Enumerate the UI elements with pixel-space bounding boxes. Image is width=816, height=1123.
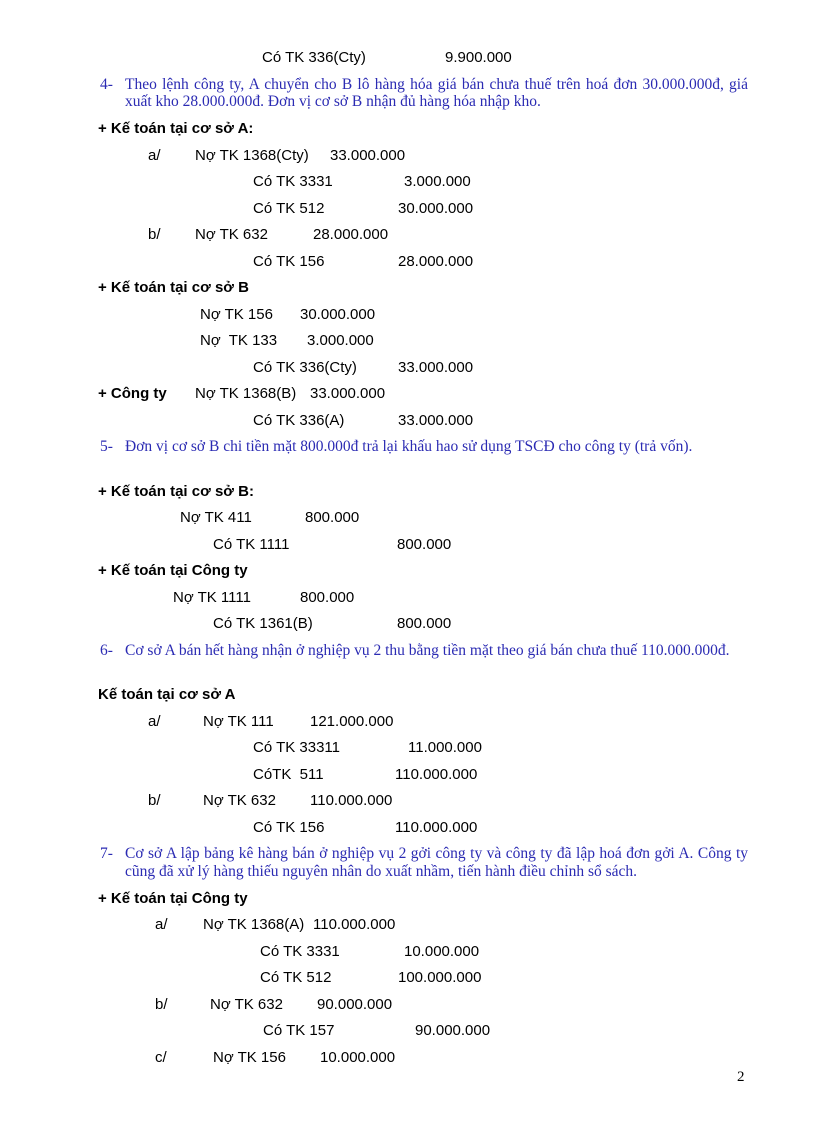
- amount: 110.000.000: [313, 916, 396, 933]
- journal-entry-line: [0, 792, 816, 809]
- section-heading: + Kế toán tại cơ sở B: [98, 279, 249, 296]
- journal-entry-line: [0, 253, 816, 270]
- journal-entry-line: [0, 385, 816, 402]
- amount: 110.000.000: [395, 765, 478, 783]
- debit-account: Nợ TK 411: [180, 509, 252, 526]
- credit-account: Có TK 512: [253, 199, 325, 217]
- amount: 30.000.000: [398, 199, 474, 217]
- journal-entry-line: [0, 147, 816, 164]
- amount: 3.000.000: [307, 332, 374, 349]
- section-heading: Kế toán tại cơ sở A: [98, 686, 236, 703]
- item-number: 4-: [100, 75, 113, 93]
- credit-account: Có TK 157: [263, 1022, 335, 1039]
- credit-account: Có TK 3331: [260, 942, 340, 960]
- item-text: Cơ sở A bán hết hàng nhận ở nghiệp vụ 2 thu bằng tiền mặt theo giá bán chưa thuế 110.000.000đ.: [125, 641, 730, 659]
- amount: 9.900.000: [445, 49, 512, 66]
- journal-entry-line: [0, 1049, 816, 1066]
- amount: 800.000: [305, 509, 360, 526]
- item-number: 5-: [100, 438, 113, 455]
- numbered-item: [100, 76, 748, 111]
- amount: 800.000: [397, 535, 452, 553]
- amount: 110.000.000: [395, 818, 478, 836]
- item-number: 7-: [100, 845, 113, 862]
- amount: 10.000.000: [320, 1048, 396, 1066]
- journal-entry-line: [0, 589, 816, 606]
- journal-entry-line: [0, 819, 816, 836]
- credit-account: Có TK 336(A): [253, 411, 345, 429]
- debit-account: Nợ TK 133: [200, 332, 278, 349]
- document-body: [0, 49, 816, 1066]
- credit-account: Có TK 336(Cty): [253, 358, 357, 376]
- journal-entry-line: [0, 49, 816, 66]
- amount: 33.000.000: [330, 146, 406, 164]
- section-heading: + Kế toán tại Công ty: [98, 562, 248, 579]
- journal-entry-line: [0, 509, 816, 526]
- journal-entry-line: [0, 615, 816, 632]
- entry-letter: a/: [148, 146, 161, 164]
- entry-letter: c/: [155, 1048, 167, 1066]
- entry-letter: a/: [155, 916, 168, 933]
- debit-account: Nợ TK 632: [210, 995, 283, 1013]
- entry-letter: a/: [148, 712, 161, 730]
- credit-account: Có TK 1361(B): [213, 615, 313, 632]
- credit-account: Có TK 3331: [253, 173, 333, 190]
- journal-entry-line: [0, 306, 816, 323]
- credit-account: Có TK 33311: [253, 739, 341, 756]
- page-number: 2: [737, 1069, 745, 1085]
- inline-section-label: + Công ty: [98, 385, 167, 402]
- credit-account: CóTK 511: [253, 765, 324, 783]
- journal-entry-line: [0, 412, 816, 429]
- amount: 33.000.000: [398, 358, 474, 376]
- section-heading: + Kế toán tại cơ sở A:: [98, 120, 254, 137]
- amount: 10.000.000: [404, 942, 480, 960]
- item-text: Đơn vị cơ sở B chi tiền mặt 800.000đ trả lại khấu hao sử dụng TSCĐ cho công ty (trả vốn).: [125, 438, 693, 455]
- debit-account: Nợ TK 1111: [173, 588, 251, 606]
- journal-entry-line: [0, 536, 816, 553]
- section-heading: + Kế toán tại cơ sở B:: [98, 482, 254, 500]
- amount: 28.000.000: [313, 226, 389, 243]
- amount: 800.000: [300, 588, 355, 606]
- journal-entry-line: [0, 996, 816, 1013]
- debit-account: Nợ TK 1368(A): [203, 916, 305, 933]
- numbered-item: [100, 642, 748, 677]
- item-text: Cơ sở A lập bảng kê hàng bán ở nghiệp vụ 2 gởi công ty và công ty đã lập hoá đơn gởi A. Công ty cũng đã xử lý hàng thiếu nguyên nhân do xuất nhầm, tiến hành điều chỉnh sổ sách.: [125, 845, 748, 880]
- debit-account: Nợ TK 156: [213, 1048, 286, 1066]
- journal-entry-line: [0, 739, 816, 756]
- amount: 90.000.000: [317, 995, 393, 1013]
- entry-letter: b/: [155, 995, 168, 1013]
- debit-account: Nợ TK 632: [203, 792, 276, 809]
- debit-account: Nợ TK 156: [200, 305, 273, 323]
- amount: 800.000: [397, 615, 452, 632]
- debit-account: Nợ TK 1368(Cty): [195, 146, 309, 164]
- section-heading: + Kế toán tại Công ty: [98, 889, 248, 907]
- journal-entry-line: [0, 332, 816, 349]
- amount: 100.000.000: [398, 969, 482, 986]
- debit-account: Nợ TK 111: [203, 712, 274, 730]
- amount: 33.000.000: [398, 411, 474, 429]
- amount: 30.000.000: [300, 305, 376, 323]
- journal-entry-line: [0, 943, 816, 960]
- debit-account: Nợ TK 632: [195, 226, 268, 243]
- journal-entry-line: [0, 916, 816, 933]
- journal-entry-line: [0, 969, 816, 986]
- journal-entry-line: [0, 226, 816, 243]
- debit-account: Nợ TK 1368(B): [195, 385, 297, 402]
- entry-letter: b/: [148, 792, 161, 809]
- amount: 33.000.000: [310, 385, 386, 402]
- journal-entry-line: [0, 173, 816, 190]
- credit-account: Có TK 512: [260, 969, 332, 986]
- credit-account: Có TK 1111: [213, 535, 290, 553]
- journal-entry-line: [0, 713, 816, 730]
- amount: 11.000.000: [408, 739, 482, 756]
- credit-account: Có TK 156: [253, 252, 325, 270]
- numbered-item: [100, 438, 748, 473]
- journal-entry-line: [0, 200, 816, 217]
- amount: 28.000.000: [398, 252, 474, 270]
- amount: 121.000.000: [310, 712, 394, 730]
- credit-account: Có TK 156: [253, 818, 325, 836]
- amount: 3.000.000: [404, 173, 471, 190]
- amount: 90.000.000: [415, 1022, 491, 1039]
- entry-letter: b/: [148, 226, 161, 243]
- item-number: 6-: [100, 641, 113, 659]
- credit-account: Có TK 336(Cty): [262, 49, 366, 66]
- journal-entry-line: [0, 359, 816, 376]
- item-text: Theo lệnh công ty, A chuyển cho B lô hàng hóa giá bán chưa thuế trên hoá đơn 30.000.000đ, giá xuất kho 28.000.000đ. Đơn vị cơ sở B nhận đủ hàng hóa nhập kho.: [125, 75, 748, 110]
- journal-entry-line: [0, 766, 816, 783]
- journal-entry-line: [0, 1022, 816, 1039]
- amount: 110.000.000: [310, 792, 393, 809]
- numbered-item: [100, 845, 748, 880]
